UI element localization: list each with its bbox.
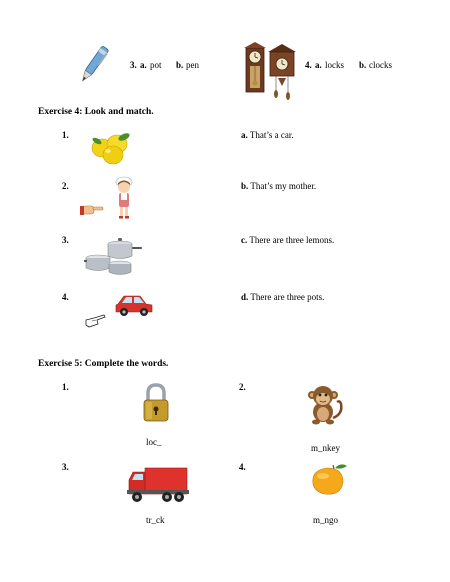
q3-option-a-label: a. (140, 60, 147, 70)
ex4-answer-b (241, 181, 316, 191)
lemons-icon (91, 133, 133, 165)
monkey-icon (303, 384, 345, 426)
q4-number: 4. (305, 60, 312, 70)
answer-text: That’s my mother. (250, 181, 317, 191)
ex4-item-number: 4. (62, 292, 69, 302)
ex4-answer-c (241, 235, 334, 245)
q4-option-b-text: clocks (369, 60, 392, 70)
ex4-item-number: 3. (62, 235, 69, 245)
ex4-answer-a (241, 130, 294, 140)
q3-option-b-text: pen (186, 60, 199, 70)
ex5-word: m_nkey (311, 443, 340, 453)
answer-letter: d. (241, 292, 249, 302)
answer-text: That’s a car. (249, 130, 294, 140)
q3-number: 3. (130, 60, 137, 70)
exercise4-title: Exercise 4: Look and match. (38, 107, 154, 117)
padlock-icon (142, 383, 170, 423)
pots-icon (84, 238, 144, 276)
answer-text: There are three lemons. (249, 235, 335, 245)
q4-option-b-label: b. (359, 60, 367, 70)
q4-option-a-label: a. (315, 60, 322, 70)
q3-option-a-text: pot (150, 60, 162, 70)
car-pointing-icon (84, 290, 154, 330)
ex5-word: loc_ (146, 437, 162, 447)
exercise5-title: Exercise 5: Complete the words. (38, 359, 169, 369)
q4-option-a-text: locks (325, 60, 344, 70)
ex4-item-number: 1. (62, 130, 69, 140)
answer-letter: c. (241, 235, 248, 245)
ex5-item-number: 3. (62, 462, 69, 472)
ex5-item-number: 2. (239, 382, 246, 392)
answer-letter: b. (241, 181, 249, 191)
ex5-word: m_ngo (313, 515, 339, 525)
girl-pointing-icon (80, 176, 142, 220)
ex4-answer-d (241, 292, 324, 302)
answer-letter: a. (241, 130, 248, 140)
ex5-word: tr_ck (146, 515, 165, 525)
q3-option-b-label: b. (176, 60, 184, 70)
clocks-icon (242, 42, 298, 100)
ex5-item-number: 1. (62, 382, 69, 392)
pen-icon (78, 44, 108, 88)
ex5-item-number: 4. (239, 462, 246, 472)
truck-icon (127, 466, 189, 504)
mango-icon (307, 462, 347, 498)
answer-text: There are three pots. (250, 292, 325, 302)
ex4-item-number: 2. (62, 181, 69, 191)
